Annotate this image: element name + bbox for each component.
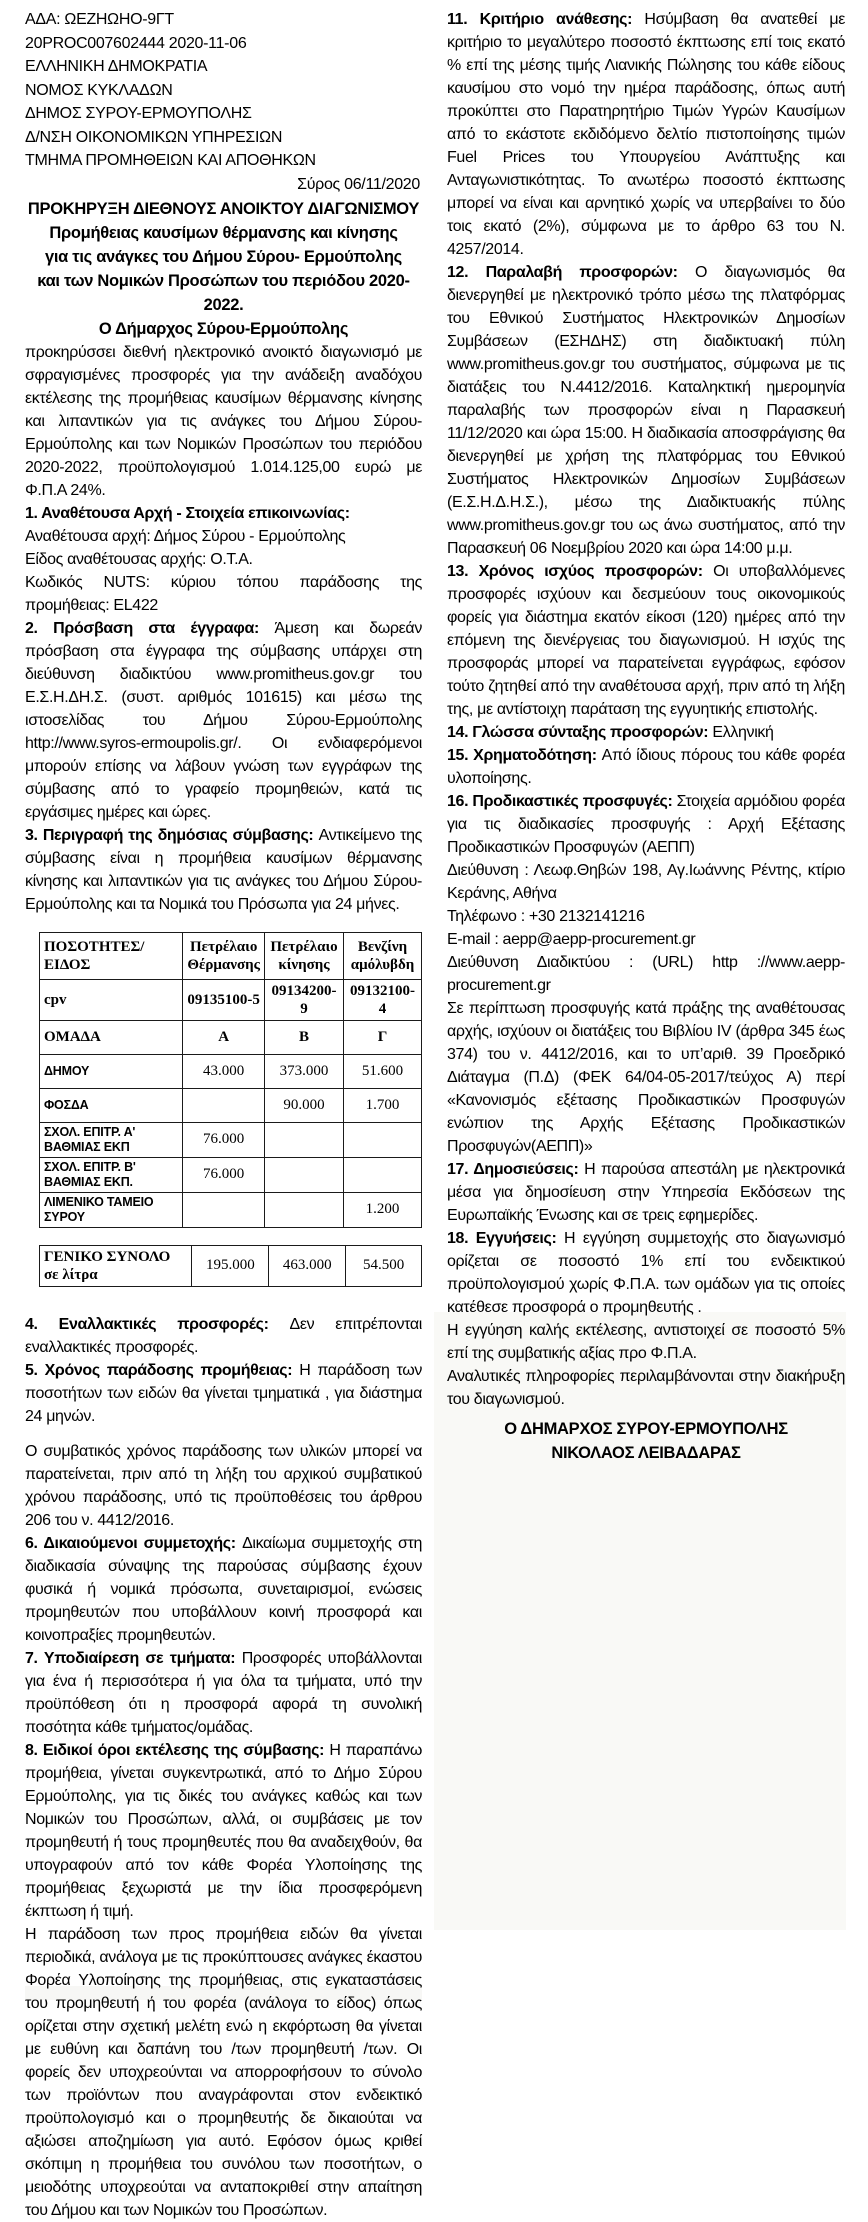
cell-value: 373.000 (265, 1054, 344, 1088)
row-label: ΟΜΑΔΑ (40, 1020, 183, 1054)
paragraph (25, 502, 422, 525)
agency-header-line: 20PROC007602444 2020-11-06 (25, 34, 247, 52)
row-label: ΔΗΜΟΥ (40, 1054, 183, 1088)
section-lead: 7. Υποδιαίρεση σε τμήματα: (25, 1649, 242, 1667)
paragraph: 15. Χρηματοδότηση: Από ίδιους πόρους του κάθε φορέα υλοποίησης. (447, 747, 845, 787)
title-line: και των Νομικών Προσώπων του περιόδου 2020-2022. (37, 271, 410, 314)
signature-line: Ο ΔΗΜΑΡΧΟΣ ΣΥΡΟΥ-ΕΡΜΟΥΠΟΛΗΣ (504, 1420, 788, 1438)
table-row (40, 1054, 422, 1088)
section-lead: 1. Αναθέτουσα Αρχή - Στοιχεία επικοινωνίας: (25, 504, 350, 522)
paragraph: Τηλέφωνο : +30 2132141216 (447, 908, 645, 925)
cell-value (265, 1157, 344, 1192)
right-paragraphs (447, 8, 845, 1411)
paragraph: 2. Πρόσβαση στα έγγραφα: Άμεση και δωρεάν πρόσβαση στα έγγραφα της σύμβασης υπάρχει στη διεύθυνση διαδικτύου www.promitheus.gov.gr του Ε.Σ.Η.ΔΗ.Σ. (συστ. αριθμός 101615) και μέσω της ιστοσελίδας του Δήμου Σύρου-Ερμούπολης http://www.syros-ermoupolis.gr/. Οι ενδιαφερόμενοι μπορούν επίσης να λάβουν γνώση των εγγράφων της σύμβασης από το γραφείο προμηθειών, κατά τις εργάσιμες ημέρες και ώρες. (25, 619, 422, 821)
agency-header-line: ΝΟΜΟΣ ΚΥΚΛΑΔΩΝ (25, 81, 173, 99)
cell-value: 09134200-9 (265, 979, 344, 1020)
paragraph: 13. Χρόνος ισχύος προσφορών: Οι υποβαλλόμενες προσφορές ισχύουν και δεσμεύουν τους οικονομικούς φορείς για διάστημα εκατόν είκοσι (120) ημέρες από την επόμενη της διενέργειας του διαγωνισμού. Η ισχύς της προσφοράς μπορεί να παρατείνεται εγγράφως, εφόσον τούτο ζητηθεί από την αναθέτουσα αρχή, πριν από τη λήξη της, με αντίστοιχη παράταση της εγγυητικής επιστολής. (447, 563, 845, 718)
paragraph: 7. Υποδιαίρεση σε τμήματα: Προσφορές υποβάλλονται για ένα ή περισσότερα ή για όλα τα τμήματα, υπό την προϋπόθεση ότι η προσφορά αφορά τη συνολική ποσότητα κάθε τμήματος/ομάδας. (25, 1649, 422, 1736)
section-lead: 13. Χρόνος ισχύος προσφορών: (447, 563, 714, 580)
cell-value: 76.000 (183, 1157, 265, 1192)
paragraph: 4. Εναλλακτικές προσφορές: Δεν επιτρέπονται εναλλακτικές προσφορές. (25, 1315, 422, 1356)
cell-value (265, 1192, 344, 1227)
total-value: 195.000 (192, 1245, 269, 1286)
paragraph: 18. Εγγυήσεις: Η εγγύηση συμμετοχής στο διαγωνισμό ορίζεται σε ποσοστό 1% επί του ενδεικτικού προϋπολογισμού χωρίς Φ.Π.Α. των ομάδων για τις οποίες κατέθεσε προσφορά ο προμηθευτής . (447, 1230, 845, 1316)
paragraph: προκηρύσσει διεθνή ηλεκτρονικό ανοικτό διαγωνισμό με σφραγισμένες προσφορές για την ανάδειξη αναδόχου εκτέλεσης της προμήθειας καυσίμων θέρμανσης κίνησης και λιπαντικών για τις ανάγκες του Δήμου Σύρου- Ερμούπολης και των Νομικών Προσώπων του περιόδου 2020-2022, προϋπολογισμού 1.014.125,00 ευρώ με Φ.Π.Α 24%. (25, 343, 422, 499)
column-header: Πετρέλαιο Θέρμανσης (183, 932, 265, 979)
row-label: ΦΟΣΔΑ (40, 1088, 183, 1122)
table-row (40, 1122, 422, 1157)
cell-value: 09132100-4 (344, 979, 422, 1020)
paragraph: 6. Δικαιούμενοι συμμετοχής: Δικαίωμα συμμετοχής στη διαδικασία σύναψης της παρούσας σύμβασης έχουν φυσικά ή νομικά πρόσωπα, συνεταιρισμοί, ενώσεις προμηθευτών που υποβάλλουν κοινή προσφορά και κοινοπραξίες προμηθευτών. (25, 1534, 422, 1644)
section-lead: 6. Δικαιούμενοι συμμετοχής: (25, 1534, 243, 1552)
title-line: Ο Δήμαρχος Σύρου-Ερμούπολης (98, 319, 349, 338)
cell-value: Β (265, 1020, 344, 1054)
paragraph: 17. Δημοσιεύσεις: Η παρούσα απεστάλη με ηλεκτρονικά μέσα για δημοσίευση στην Υπηρεσία Εκδόσεων της Ευρωπαϊκής Ένωσης και σε τρεις εφημερίδες. (447, 1161, 845, 1224)
section-lead: 12. Παραλαβή προσφορών: (447, 264, 696, 281)
cell-value: 51.600 (344, 1054, 422, 1088)
column-header: ΠΟΣΟΤΗΤΕΣ/ΕΙΔΟΣ (40, 932, 183, 979)
cell-value (344, 1122, 422, 1157)
paragraph: 14. Γλώσσα σύνταξης προσφορών: Ελληνική (447, 724, 774, 741)
cell-value (183, 1192, 265, 1227)
table-header-row (40, 932, 422, 979)
agency-header-line: ΕΛΛΗΝΙΚΗ ΔΗΜΟΚΡΑΤΙΑ (25, 58, 208, 75)
paragraph: 11. Κριτήριο ανάθεσης: Ησύμβαση θα ανατεθεί με κριτήριο το μεγαλύτερο ποσοστό έκπτωσης επί τοις εκατό % επί της μέσης τιμής Λιανικής Πώλησης του κάθε είδους καυσίμου στο νομό την ημέρα παράδοσης, όπως αυτή προκύπτει στο Παρατηρητήριο Τιμών Υγρών Καυσίμων από το εκάστοτε εκδιδόμενο δελτίο πιστοποίησης τιμών Fuel Prices του Υπουργείου Ανάπτυξης και Ανταγωνιστικότητας. Το ανωτέρω ποσοστό έκπτωσης μπορεί να είναι και αρνητικό χωρίς να υπερβαίνει το δύο τοις εκατό (2%), σύμφωνα με το άρθρο 63 του Ν. 4257/2014. (447, 11, 845, 258)
total-label: ΓΕΝΙΚΟ ΣΥΝΟΛΟ σε λίτρα (40, 1245, 192, 1286)
column-header: Πετρέλαιο κίνησης (265, 932, 344, 979)
title-line: για τις ανάγκες του Δήμου Σύρου- Ερμούπολης (45, 247, 402, 266)
paragraph: 12. Παραλαβή προσφορών: Ο διαγωνισμός θα διενεργηθεί με ηλεκτρονικό τρόπο μέσω της πλατφόρμας του Εθνικού Συστήματος Ηλεκτρονικών Δημοσίων Συμβάσεων (ΕΣΗΔΗΣ) στη διαδικτυακή πύλη www.promitheus.gov.gr του συστήματος, σύμφωνα με τις διατάξεις του Ν.4412/2016. Καταληκτική ημερομηνία παραλαβής των προσφορών είναι η Παρασκευή 11/12/2020 και ώρα 15:00. Η διαδικασία αποσφράγισης θα διενεργηθεί με χρήση της πλατφόρμας του Εθνικού Συστήματος Ηλεκτρονικών Δημοσίων Συμβάσεων (Ε.Σ.Η.Δ.Η.Σ.), μέσω της Διαδικτυακής πύλης www.promitheus.gov.gr του ως άνω συστήματος, από την Παρασκευή 06 Νοεμβρίου 2020 και ώρα 14:00 μ.μ. (447, 264, 845, 557)
title-line: Προμήθειας καυσίμων θέρμανσης και κίνησης (49, 223, 398, 242)
paragraph: Αναλυτικές πληροφορίες περιλαμβάνονται στην διακήρυξη του διαγωνισμού. (447, 1368, 845, 1408)
total-value: 463.000 (269, 1245, 346, 1286)
cell-value: Α (183, 1020, 265, 1054)
cell-value: 1.700 (344, 1088, 422, 1122)
signature-line: ΝΙΚΟΛΑΟΣ ΛΕΙΒΑΔΑΡΑΣ (551, 1444, 741, 1462)
cell-value (344, 1157, 422, 1192)
date-line: Σύρος 06/11/2020 (297, 175, 420, 193)
paragraph: E-mail : aepp@aepp-procurement.gr (447, 931, 696, 948)
paragraph: Διεύθυνση : Λεωφ.Θηβών 198, Αγ.Ιωάννης Ρέντης, κτίριο Κεράνης, Αθήνα (447, 862, 845, 902)
agency-header-line: ΑΔΑ: ΩΕΖΗΩΗΟ-9ΓΤ (25, 11, 174, 28)
paragraph: Κωδικός NUTS: κύριου τόπου παράδοσης της προμήθειας: EL422 (25, 573, 422, 614)
cell-value: 43.000 (183, 1054, 265, 1088)
row-label: ΣΧΟΛ. ΕΠΙΤΡ. Β' ΒΑΘΜΙΑΣ ΕΚΠ. (40, 1157, 183, 1192)
table-row (40, 1157, 422, 1192)
section-lead: 8. Ειδικοί όροι εκτέλεσης της σύμβασης: (25, 1741, 330, 1759)
section-lead: 11. Κριτήριο ανάθεσης: (447, 11, 645, 28)
table-row (40, 979, 422, 1020)
agency-header-line: Δ/ΝΣΗ ΟΙΚΟΝΟΜΙΚΩΝ ΥΠΗΡΕΣΙΩΝ (25, 128, 283, 146)
paragraph: 16. Προδικαστικές προσφυγές: Στοιχεία αρμόδιου φορέα για τις διαδικασίες προσφυγής : Αρχή Εξέτασης Προδικαστικών Προσφυγών (ΑΕΠΠ) (447, 793, 845, 856)
section-lead: 2. Πρόσβαση στα έγγραφα: (25, 619, 275, 637)
table-row (40, 1020, 422, 1054)
agency-header (25, 8, 422, 173)
paragraph: Σε περίπτωση προσφυγής κατά πράξης της αναθέτουσας αρχής, ισχύουν οι διατάξεις του Βιβλίου IV (άρθρα 345 έως 374) του ν. 4412/2016, και το υπ’αριθ. 39 Προεδρικό Διάταγμα (Π.Δ) (ΦΕΚ 64/04-05-2017/τεύχος Α) περί «Κανονισμός εξέτασης Προδικαστικών Προσφυγών ενώπιον της Αρχής Εξέτασης Προδικαστικών Προσφυγών(ΑΕΠΠ)» (447, 1000, 845, 1155)
left-paragraphs (25, 341, 422, 916)
title-line: ΠΡΟΚΗΡΥΞΗ ΔΙΕΘΝΟΥΣ ΑΝΟΙΚΤΟΥ ΔΙΑΓΩΝΙΣΜΟΥ (27, 199, 420, 218)
after-table-paragraphs (25, 1313, 422, 2222)
title-block (25, 197, 422, 341)
paragraph: Ο συμβατικός χρόνος παράδοσης των υλικών μπορεί να παρατείνεται, πριν από τη λήξη του αρχικού συμβατικού χρόνου παράδοσης, υπό τις προϋποθέσεις του άρθρου 206 του ν. 4412/2016. (25, 1442, 422, 1529)
total-row (40, 1245, 422, 1286)
paragraph: 5. Χρόνος παράδοσης προμήθειας: Η παράδοση των ποσοτήτων των ειδών θα γίνεται τμηματικά , για διάστημα 24 μηνών. (25, 1361, 422, 1425)
section-lead: 17. Δημοσιεύσεις: (447, 1161, 585, 1178)
cell-value: 90.000 (265, 1088, 344, 1122)
section-lead: 18. Εγγυήσεις: (447, 1230, 565, 1247)
section-lead: 15. Χρηματοδότηση: (447, 747, 602, 764)
total-value: 54.500 (346, 1245, 422, 1286)
section-lead: 5. Χρόνος παράδοσης προμήθειας: (25, 1361, 300, 1379)
cell-value: 09135100-5 (183, 979, 265, 1020)
agency-header-line: ΔΗΜΟΣ ΣΥΡΟΥ-ΕΡΜΟΥΠΟΛΗΣ (25, 105, 252, 122)
section-lead: 16. Προδικαστικές προσφυγές: (447, 793, 677, 810)
totals-table (39, 1245, 422, 1287)
section-lead: 4. Εναλλακτικές προσφορές: (25, 1315, 290, 1333)
right-column (447, 8, 845, 1465)
paragraph: 3. Περιγραφή της δημόσιας σύμβασης: Αντικείμενο της σύμβασης είναι η προμήθεια καυσίμων θέρμανσης κίνησης και λιπαντικών για τις ανάγκες του Δήμου Σύρου-Ερμούπολης και τα Νομικά του Πρόσωπα για 24 μήνες. (25, 826, 423, 913)
paragraph: Η παράδοση των προς προμήθεια ειδών θα γίνεται περιοδικά, ανάλογα με τις προκύπτουσες ανάγκες έκαστου Φορέα Υλοποίησης της προμήθειας, στις εγκαταστάσεις του προμηθευτή ή του φορέα (ανάλογα το είδος) όπως ορίζεται στην σχετική μελέτη ενώ η εκφόρτωση θα γίνεται με ευθύνη και δαπάνη του /των προμηθευτή /των. Οι φορείς δεν υποχρεούνται να απορροφήσουν το σύνολο των προϊόντων που αναγράφονται στον ενδεικτικό προϋπολογισμό και ο προμηθευτής δε δικαιούται να αξιώσει αποζημίωση για αυτό. Εφόσον όμως κριθεί σκόπιμη η προμήθεια του συνόλου των ποσοτήτων, ο μειοδότης υποχρεούται να ανταποκριθεί στην απαίτηση του Δήμου και των Νομικών του Προσώπων. (25, 1925, 422, 2219)
row-label: ΣΧΟΛ. ΕΠΙΤΡ. Α' ΒΑΘΜΙΑΣ ΕΚΠ (40, 1122, 183, 1157)
section-lead: 3. Περιγραφή της δημόσιας σύμβασης: (25, 826, 319, 844)
left-column (25, 8, 422, 2222)
paragraph: Διεύθυνση Διαδικτύου : (URL) http ://www.aepp-procurement.gr (447, 954, 845, 994)
paragraph: 8. Ειδικοί όροι εκτέλεσης της σύμβασης: Η παραπάνω προμήθεια, γίνεται συγκεντρωτικά, από το Δήμο Σύρου Ερμούπολης, για τις δικές του ανάγκες καθώς και των Νομικών του Προσώπων, αλλά, οι συμβάσεις με τον προμηθευτή ή τους προμηθευτές που θα αναδειχθούν, θα υπογραφούν από τον κάθε Φορέα Υλοποίησης της προμήθειας ξεχωριστά με την ίδια προσφερόμενη έκπτωση ή τιμή. (25, 1741, 422, 1920)
cell-value (183, 1088, 265, 1122)
cell-value (265, 1122, 344, 1157)
paragraph: Η εγγύηση καλής εκτέλεσης, αντιστοιχεί σε ποσοστό 5% επί της συμβατικής αξίας προ Φ.Π.Α. (447, 1322, 845, 1362)
paragraph: Είδος αναθέτουσας αρχής: Ο.Τ.Α. (25, 550, 253, 568)
quantities-table (39, 932, 422, 1228)
section-lead: 14. Γλώσσα σύνταξης προσφορών: (447, 724, 713, 741)
table-row (40, 1088, 422, 1122)
paragraph: Αναθέτουσα αρχή: Δήμος Σύρου - Ερμούπολης (25, 527, 346, 545)
row-label: cpv (40, 979, 183, 1020)
row-label: ΛΙΜΕΝΙΚΟ ΤΑΜΕΙΟ ΣΥΡΟΥ (40, 1192, 183, 1227)
cell-value: 76.000 (183, 1122, 265, 1157)
cell-value: 1.200 (344, 1192, 422, 1227)
cell-value: Γ (344, 1020, 422, 1054)
column-header: Βενζίνη αμόλυβδη (344, 932, 422, 979)
agency-header-line: ΤΜΗΜΑ ΠΡΟΜΗΘΕΙΩΝ ΚΑΙ ΑΠΟΘΗΚΩΝ (25, 152, 316, 169)
signature-block (447, 1417, 845, 1465)
table-row (40, 1192, 422, 1227)
